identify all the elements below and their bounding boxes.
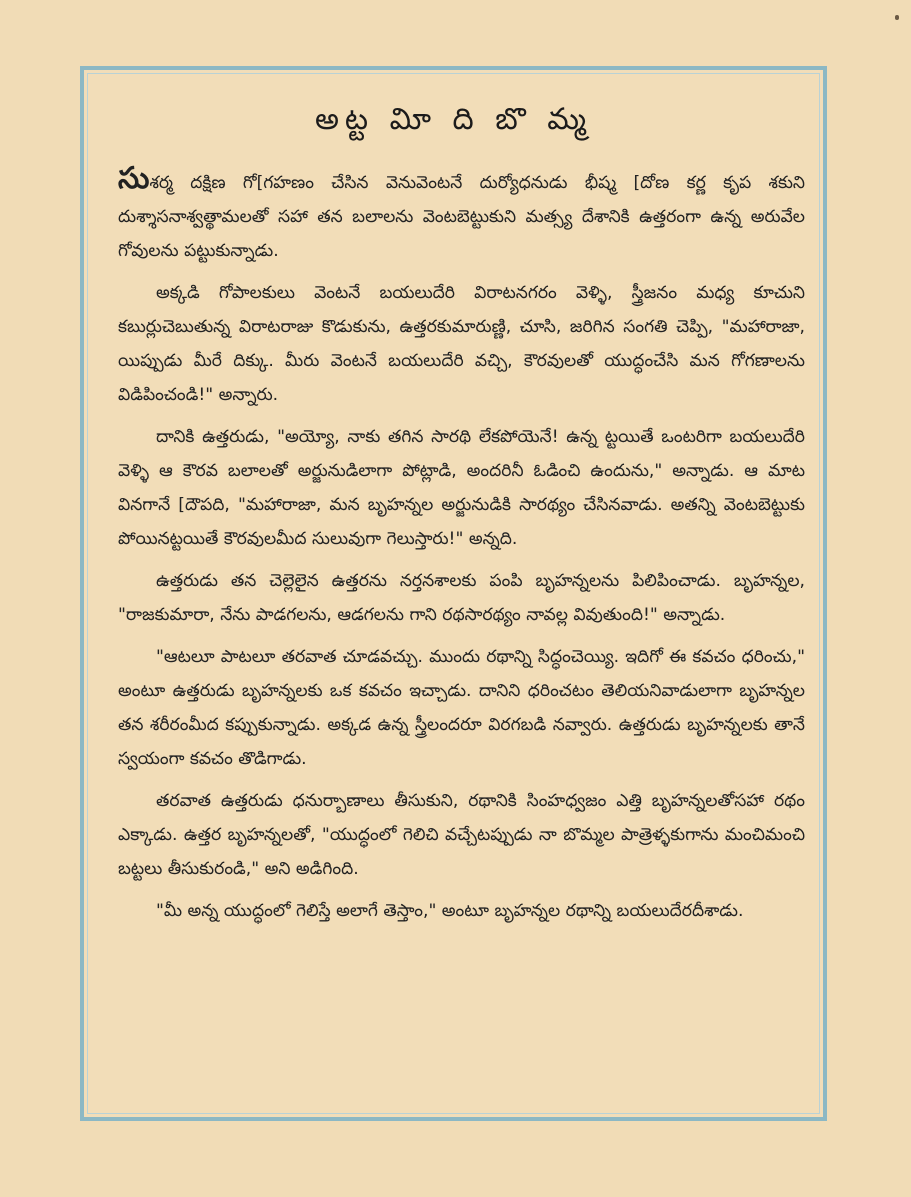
paragraph: తరవాత ఉత్తరుడు ధనుర్బాణాలు తీసుకుని, రథానికి సింహధ్వజం ఎత్తి బృహన్నలతోసహా రథం ఎక్కాడు. ఉత్తర బృహన్నలతో, "యుద్ధంలో గెలిచి వచ్చేటప్పుడు నా బొమ్మల పాత్రెళ్ళకుగాను మంచిమంచి బట్టలు తీసుకురండి," అని అడిగింది.	[118, 791, 805, 879]
paragraph: అక్కడి గోపాలకులు వెంటనే బయలుదేరి విరాటనగరం వెళ్ళి, స్త్రీజనం మధ్య కూచుని కబుర్లుచెబుతున్న విరాటరాజు కొడుకును, ఉత్తరకుమారుణ్ణి, చూసి, జరిగిన సంగతి చెప్పి, "మహారాజా, యిప్పుడు మీరే దిక్కు. మీరు వెంటనే బయలుదేరి వచ్చి, కౌరవులతో యుద్ధంచేసి మన గోగణాలను విడిపించండి!" అన్నారు.	[118, 283, 805, 405]
paragraph: "ఆటలూ పాటలూ తరవాత చూడవచ్చు. ముందు రథాన్ని సిద్ధంచెయ్యి. ఇదిగో ఈ కవచం ధరించు," అంటూ ఉత్తరుడు బృహన్నలకు ఒక కవచం ఇచ్చాడు. దానిని ధరించటం తెలియనివాడులాగా బృహన్నల తన శరీరంమీద కప్పుకున్నాడు. అక్కడ ఉన్న స్త్రీలందరూ విరగబడి నవ్వారు. ఉత్తరుడు బృహన్నలకు తానే స్వయంగా కవచం తొడిగాడు.	[118, 647, 805, 769]
paragraph: దానికి ఉత్తరుడు, "అయ్యో, నాకు తగిన సారథి లేకపోయెనే! ఉన్న ట్టయితే ఒంటరిగా బయలుదేరి వెళ్ళి ఆ కౌరవ బలాలతో అర్జునుడిలాగా పోట్లాడి, అందరినీ ఓడించి ఉందును," అన్నాడు. ఆ మాట వినగానే [దౌపది, "మహారాజా, మన బృహన్నల అర్జునుడికి సారథ్యం చేసినవాడు. అతన్ని వెంటబెట్టుకు పోయినట్టయితే కౌరవులమీద సులువుగా గెలుస్తారు!" అన్నది.	[118, 427, 805, 549]
paragraph-text: శర్మ దక్షిణ గో[గహణం చేసిన వెనువెంటనే దుర్యోధనుడు భీష్మ [దోణ కర్ణ కృప శకుని దుశ్శాసనాశ్వత్థామలతో సహా తన బలాలను వెంటబెట్టుకుని మత్స్య దేశానికి ఉత్తరంగా ఉన్న అరువేల గోవులను పట్టుకున్నాడు.	[118, 173, 805, 261]
page-frame	[80, 66, 827, 1121]
paragraph: ఉత్తరుడు తన చెల్లెలైన ఉత్తరను నర్తనశాలకు పంపి బృహన్నలను పిలిపించాడు. బృహన్నల, "రాజకుమారా, నేను పాడగలను, ఆడగలను గాని రథసారథ్యం నావల్ల వివుతుంది!" అన్నాడు.	[118, 571, 805, 625]
story-body	[118, 161, 805, 936]
paper-speck	[895, 15, 899, 20]
paragraph	[118, 161, 805, 268]
page-title: అట్ట విూ ది బొ మ్మ	[314, 102, 593, 137]
paragraph: "మీ అన్న యుద్ధంలో గెలిస్తే అలాగే తెస్తాం," అంటూ బృహన్నల రథాన్ని బయలుదేరదీశాడు.	[156, 901, 744, 921]
drop-cap: సు	[118, 161, 150, 196]
